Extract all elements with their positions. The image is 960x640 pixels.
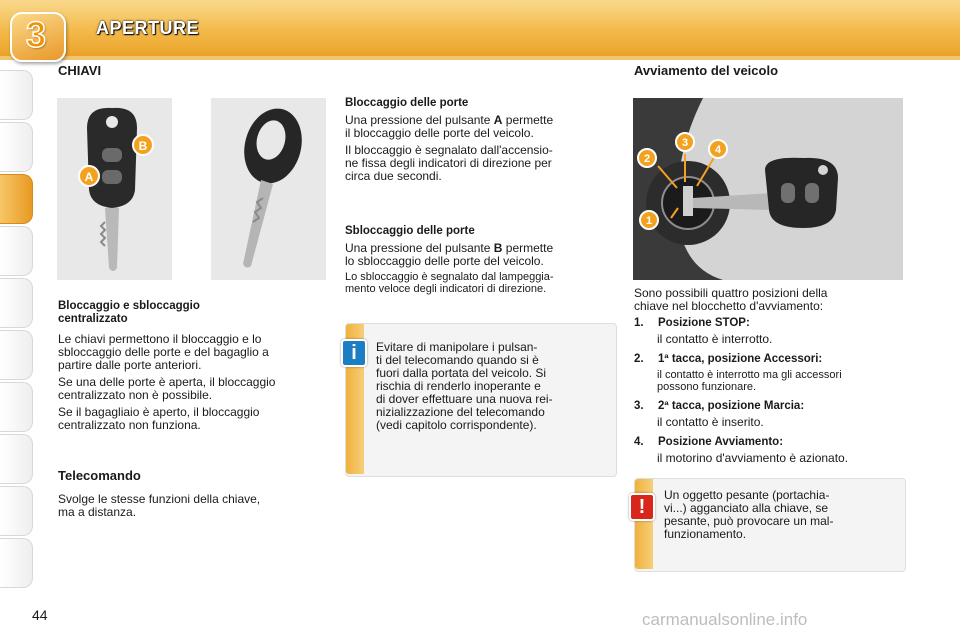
- paragraph: Lo sbloccaggio è segnalato dal lampeggia- mento veloce degli indicatori di direzione.: [345, 271, 554, 295]
- chapter-tab[interactable]: [0, 382, 33, 432]
- button-b-ref: B: [493, 241, 503, 255]
- position-label-2: 2: [643, 153, 651, 165]
- key-with-buttons-illustration: [57, 98, 172, 280]
- watermark: carmanualsonline.info: [642, 610, 808, 629]
- chapter-tab[interactable]: [0, 226, 33, 276]
- chapter-tab[interactable]: [0, 122, 33, 172]
- position-label-3: 3: [681, 137, 689, 149]
- info-note-text: Evitare di manipolare i pulsan- ti del telecomando quando si è fuori dalla portata del veicolo. Si rischia di renderlo inoperante e di dover effettuare una nuova rei- nizializzazione del telecomando (vedi capitolo corrispondente).: [376, 340, 553, 432]
- chapter-tab[interactable]: [0, 278, 33, 328]
- key-side-photo: [211, 98, 326, 280]
- position-label-1: 1: [645, 215, 653, 227]
- list-item: 2. 1ª tacca, posizione Accessori: il contatto è interrotto ma gli accessori possono funzionare.: [634, 353, 842, 393]
- position-label-4: 4: [714, 144, 722, 156]
- keys-heading: CHIAVI: [58, 63, 102, 78]
- warning-icon: !: [629, 493, 655, 521]
- list-item: 4. Posizione Avviamento: il motorino d'avviamento è azionato.: [634, 436, 849, 465]
- button-a-ref: A: [493, 113, 503, 127]
- info-icon: i: [341, 339, 367, 367]
- unlocking-text: Una pressione del pulsante B permette lo sbloccaggio delle porte del veicolo. Lo sbloccaggio è segnalato dal lampeggia- mento veloce degli indicatori di direzione.: [345, 242, 615, 295]
- chapter-tab-active[interactable]: [0, 174, 33, 224]
- central-locking-heading: Bloccaggio e sbloccaggio centralizzato: [58, 300, 200, 325]
- key-side-illustration: [211, 98, 326, 280]
- remote-text: Svolge le stesse funzioni della chiave, ma a distanza.: [58, 492, 261, 519]
- chapter-tab[interactable]: [0, 330, 33, 380]
- paragraph: Le chiavi permettono il bloccaggio e lo sbloccaggio delle porte e del bagaglio a partire dalle porte anteriori.: [58, 332, 269, 372]
- locking-heading: Bloccaggio delle porte: [345, 97, 469, 109]
- key-photo: [57, 98, 172, 280]
- ignition-heading: Avviamento del veicolo: [634, 63, 779, 78]
- chapter-tab[interactable]: [0, 70, 33, 120]
- chapter-number: 3: [25, 14, 47, 55]
- paragraph: Se il bagagliaio è aperto, il bloccaggio centralizzato non funziona.: [58, 405, 260, 432]
- list-item: 3. 2ª tacca, posizione Marcia: il contatto è inserito.: [634, 400, 805, 429]
- label-a: A: [84, 170, 94, 184]
- ignition-photo: [633, 98, 903, 280]
- section-title: APERTURE: [96, 18, 200, 38]
- label-b: B: [138, 139, 148, 153]
- unlocking-heading: Sbloccaggio delle porte: [345, 225, 475, 237]
- page-number: 44: [32, 607, 48, 623]
- ignition-illustration: [633, 98, 903, 280]
- chapter-tab[interactable]: [0, 538, 33, 588]
- chapter-tab[interactable]: [0, 434, 33, 484]
- locking-text: Una pressione del pulsante A permette il bloccaggio delle porte del veicolo. Il bloccaggio è segnalato dall'accensio- ne fissa degli indicatori di direzione per circa due secondi.: [345, 114, 615, 183]
- paragraph: Il bloccaggio è segnalato dall'accensio- ne fissa degli indicatori di direzione per circa due secondi.: [345, 143, 553, 183]
- ignition-intro: Sono possibili quattro posizioni della chiave nel blocchetto d'avviamento:: [634, 286, 828, 313]
- header-underline: [0, 56, 960, 60]
- chapter-tab[interactable]: [0, 486, 33, 536]
- central-locking-text: [58, 333, 326, 432]
- remote-heading: Telecomando: [58, 468, 141, 483]
- ignition-positions-list: [634, 317, 906, 465]
- paragraph: Se una delle porte è aperta, il bloccaggio centralizzato non è possibile.: [58, 375, 276, 402]
- list-item: 1. Posizione STOP: il contatto è interrotto.: [634, 317, 773, 346]
- warning-note-text: Un oggetto pesante (portachia- vi...) agganciato alla chiave, se pesante, può provocare un mal- funzionamento.: [664, 488, 834, 541]
